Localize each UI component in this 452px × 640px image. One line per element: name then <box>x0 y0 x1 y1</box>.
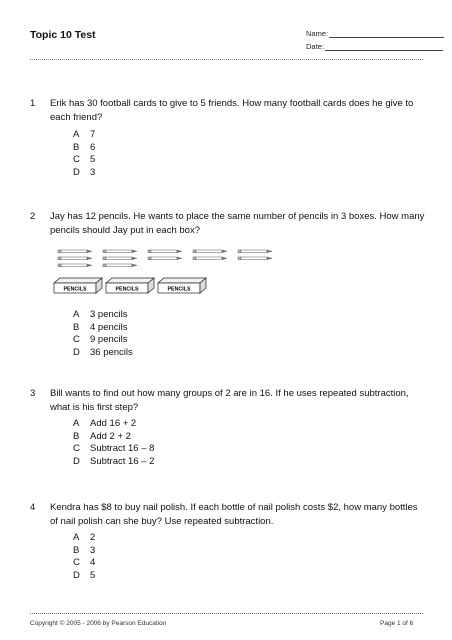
option-c[interactable]: C 4 <box>73 557 96 568</box>
option-b[interactable]: B 4 pencils <box>73 321 128 333</box>
name-field[interactable] <box>306 29 444 38</box>
page-title: Topic 10 Test <box>30 29 96 41</box>
pencil-box <box>158 278 206 293</box>
footer-page-number: Page 1 of 6 <box>380 620 414 627</box>
option-a[interactable]: A 7 <box>73 129 96 140</box>
question-3-text: Bill wants to find out how many groups of 2 are in 16. If he uses repeated subtraction, what is his first step? <box>50 388 409 413</box>
footer-divider <box>30 613 423 614</box>
option-b[interactable]: B 3 <box>73 544 96 556</box>
pencil-icon <box>103 257 137 260</box>
pencil-boxes <box>54 278 206 293</box>
name-label: Name: <box>306 29 329 38</box>
question-3-number: 3 <box>30 388 36 399</box>
box-label: PENCILS <box>115 286 139 293</box>
option-b[interactable]: B Add 2 + 2 <box>73 430 131 442</box>
pencil-box <box>54 278 102 293</box>
date-label: Date: <box>306 42 324 51</box>
option-c[interactable]: C 5 <box>73 154 96 165</box>
date-blank[interactable] <box>325 42 443 51</box>
question-2-text: Jay has 12 pencils. He wants to place the same number of pencils in 3 boxes. How many pencils should Jay put in each box? <box>50 211 425 236</box>
question-3-options <box>73 418 154 468</box>
option-a[interactable]: A 3 pencils <box>73 309 128 320</box>
question-1-text: Erik has 30 football cards to give to 5 friends. How many football cards does he give to each friend? <box>50 98 414 123</box>
box-label: PENCILS <box>167 286 191 293</box>
option-a[interactable]: A 2 <box>73 532 96 543</box>
name-blank[interactable] <box>329 29 444 38</box>
option-c[interactable]: C 9 pencils <box>73 334 128 345</box>
pencil-icon <box>58 264 92 267</box>
pencil-icon <box>193 257 227 260</box>
question-4-number: 4 <box>30 502 36 513</box>
footer-copyright: Copyright © 2005 - 2006 by Pearson Education <box>30 620 167 627</box>
pencils <box>58 250 272 267</box>
question-2-number: 2 <box>30 211 36 222</box>
option-d[interactable]: D 5 <box>73 569 96 581</box>
pencil-box <box>106 278 154 293</box>
option-a[interactable]: A Add 16 + 2 <box>73 418 137 429</box>
question-1-number: 1 <box>30 98 36 109</box>
pencil-icon <box>58 257 92 260</box>
option-d[interactable]: D 36 pencils <box>73 346 133 358</box>
pencil-icon <box>58 250 92 253</box>
box-label: PENCILS <box>63 286 87 293</box>
question-4-text: Kendra has $8 to buy nail polish. If each bottle of nail polish costs $2, how many bottles of nail polish can she buy? Use repeated subtraction. <box>50 502 418 527</box>
pencils-and-boxes-illustration <box>52 246 292 301</box>
pencil-icon <box>193 250 227 253</box>
question-1-options <box>73 129 95 179</box>
pencil-icon <box>148 257 182 260</box>
header-divider <box>30 59 423 60</box>
option-b[interactable]: B 6 <box>73 141 96 153</box>
date-field[interactable] <box>306 42 443 51</box>
option-d[interactable]: D 3 <box>73 166 96 178</box>
pencil-icon <box>148 250 182 253</box>
pencil-icon <box>238 250 272 253</box>
pencil-icon <box>103 264 137 267</box>
option-d[interactable]: D Subtract 16 – 2 <box>73 455 155 467</box>
pencil-icon <box>238 257 272 260</box>
question-2-options <box>73 309 133 359</box>
question-4-options <box>73 532 95 582</box>
pencil-icon <box>103 250 137 253</box>
option-c[interactable]: C Subtract 16 – 8 <box>73 443 155 454</box>
